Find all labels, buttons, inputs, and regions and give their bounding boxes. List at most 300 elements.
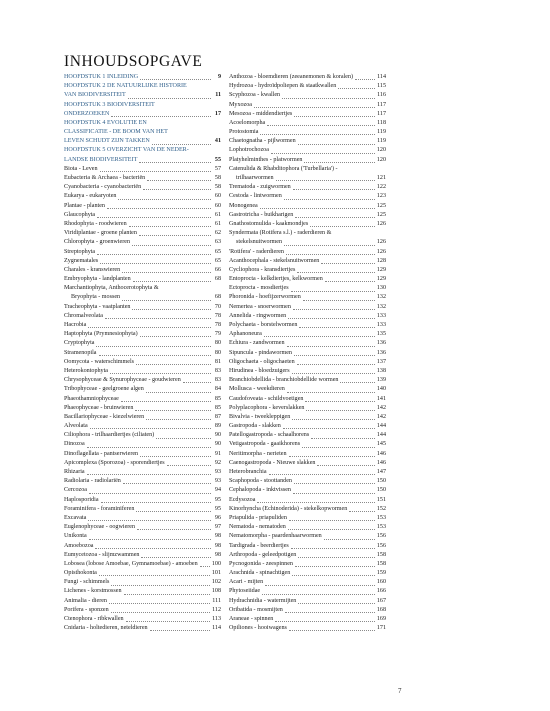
dot-leader: [306, 410, 374, 411]
toc-entry: [229, 238, 386, 247]
dot-leader: [349, 511, 375, 512]
dot-leader: [99, 575, 210, 576]
toc-entry: [229, 229, 386, 238]
toc-entry-label: Branchiobdellida - branchiobdellide wormen: [229, 377, 339, 384]
toc-entry-page: 98: [214, 551, 221, 558]
toc-entry-label: Plantae - planten: [64, 202, 105, 209]
toc-entry-label: Haplosporidia: [64, 496, 99, 503]
toc-entry-label: Lophotrochozoa: [229, 147, 269, 154]
dot-leader: [288, 318, 375, 319]
toc-entry: [64, 624, 221, 633]
dot-leader: [271, 153, 375, 154]
toc-entry-label: Cyanobacteria - cyanobacteriën: [64, 184, 142, 191]
toc-chapter-entry: [64, 101, 221, 110]
toc-entry-page: 120: [376, 147, 386, 154]
toc-entry-page: 123: [376, 193, 386, 200]
dot-leader: [137, 529, 211, 530]
toc-entry-page: 133: [376, 322, 386, 329]
toc-entry: [229, 514, 386, 523]
toc-entry-label: Cephalopoda - inktvissen: [229, 487, 291, 494]
toc-entry-page: 57: [214, 165, 221, 172]
dot-leader: [265, 585, 375, 586]
dot-leader: [97, 254, 211, 255]
toc-entry-page: 65: [214, 257, 221, 264]
dot-leader: [269, 474, 375, 475]
toc-entry-page: 136: [376, 349, 386, 356]
toc-entry: [229, 91, 386, 100]
toc-entry-label: Gastrotricha - buikharigen: [229, 211, 294, 218]
toc-entry-label: HOOFDSTUK 5 OVERZICHT VAN DE NEDER-: [64, 147, 189, 154]
toc-entry-label: Scyphozoa - kwallen: [229, 92, 281, 99]
dot-leader: [167, 465, 211, 466]
toc-entry-label: Chrysophyceae & Synurophyceae - goudwieren: [64, 377, 181, 384]
toc-entry: [229, 275, 386, 284]
dot-leader: [150, 630, 210, 631]
toc-entry: [229, 606, 386, 615]
toc-entry-label: Bryophyta - mossen: [71, 294, 121, 301]
toc-entry-label: Chromalveolata: [64, 312, 103, 319]
dot-leader: [275, 621, 375, 622]
toc-entry-page: 68: [214, 276, 221, 283]
toc-entry-page: 158: [376, 551, 386, 558]
toc-entry: [64, 606, 221, 615]
toc-entry-label: Acanthocephala - stekelsnuitwormen: [229, 257, 320, 264]
toc-entry-label: Arthropoda - geleedpotigen: [229, 551, 297, 558]
toc-entry: [229, 588, 386, 597]
toc-entry-page: 55: [214, 156, 221, 163]
dot-leader: [200, 566, 210, 567]
toc-entry-page: 137: [376, 358, 386, 365]
toc-entry-label: Oligochaeta - oligochaeten: [229, 358, 295, 365]
toc-entry-label: Dinozoa: [64, 441, 85, 448]
dot-leader: [257, 502, 374, 503]
toc-entry: [64, 165, 221, 174]
toc-entry-page: 9: [217, 73, 221, 80]
toc-entry-page: 160: [376, 579, 386, 586]
toc-entry-label: 'Rotifera' - raderdieren: [229, 248, 284, 255]
toc-entry-page: 78: [214, 312, 221, 319]
toc-entry-label: Viridiplantae - groene planten: [64, 230, 137, 237]
toc-entry-label: Marchantiophyta, Anthocerotophyta &: [64, 285, 159, 292]
toc-entry: [229, 505, 386, 514]
dot-leader: [283, 428, 375, 429]
toc-entry-page: 119: [377, 129, 386, 136]
toc-entry-page: 60: [214, 193, 221, 200]
toc-entry: [64, 395, 221, 404]
dot-leader: [140, 456, 211, 457]
toc-entry: [64, 257, 221, 266]
toc-entry-label: Echiura - zandwormen: [229, 340, 285, 347]
toc-entry: [64, 330, 221, 339]
dot-leader: [107, 208, 211, 209]
toc-chapter-entry: [64, 110, 221, 119]
dot-leader: [96, 346, 211, 347]
toc-entry: [229, 321, 386, 330]
toc-entry-page: 130: [376, 285, 386, 292]
toc-entry-label: Opisthokonta: [64, 570, 97, 577]
toc-entry: [229, 468, 386, 477]
toc-entry-page: 153: [376, 524, 386, 531]
toc-entry-page: 122: [376, 184, 386, 191]
dot-leader: [122, 300, 211, 301]
toc-entry: [64, 294, 221, 303]
toc-entry-page: 100: [211, 560, 221, 567]
toc-entry: [64, 468, 221, 477]
toc-entry-label: Scaphopoda - stoottanden: [229, 478, 292, 485]
toc-entry-page: 60: [214, 202, 221, 209]
dot-leader: [90, 428, 211, 429]
toc-entry-label: Lichenes - korstmossen: [64, 588, 122, 595]
toc-entry-page: 156: [376, 533, 386, 540]
toc-entry-label: Dinoflagellata - pantserwieren: [64, 450, 139, 457]
toc-entry-label: Excavata: [64, 514, 87, 521]
toc-entry-page: 114: [377, 73, 386, 80]
toc-entry-page: 81: [214, 358, 221, 365]
dot-leader: [294, 355, 375, 356]
dot-leader: [95, 548, 211, 549]
toc-entry-page: 58: [214, 184, 221, 191]
toc-entry-page: 112: [212, 606, 221, 613]
toc-entry-page: 156: [376, 542, 386, 549]
toc-entry-label: Caenogastropoda - Nieuwe slakken: [229, 459, 316, 466]
toc-entry: [229, 211, 386, 220]
toc-chapter-entry: [64, 91, 221, 100]
dot-leader: [289, 456, 375, 457]
toc-entry: [64, 551, 221, 560]
toc-entry-page: 111: [212, 597, 221, 604]
toc-entry: [64, 349, 221, 358]
toc-entry: [64, 183, 221, 192]
toc-entry-page: 128: [376, 257, 386, 264]
dot-leader: [304, 162, 374, 163]
dot-leader: [88, 327, 211, 328]
toc-chapter-entry: [64, 73, 221, 82]
toc-entry-label: Foraminifera - foraminiferen: [64, 505, 135, 512]
dot-leader: [122, 272, 211, 273]
toc-entry-page: 141: [376, 395, 386, 402]
toc-entry-page: 113: [212, 616, 221, 623]
dot-leader: [123, 483, 211, 484]
toc-entry-page: 116: [377, 92, 386, 99]
toc-entry: [229, 560, 386, 569]
dot-leader: [284, 245, 375, 246]
toc-entry-label: Mesozoa - middendiertjes: [229, 110, 293, 117]
toc-entry-page: 150: [376, 487, 386, 494]
toc-entry-page: 142: [376, 413, 386, 420]
toc-entry: [64, 578, 221, 587]
dot-leader: [260, 208, 375, 209]
toc-entry-label: Hydrachnidia - watermijten: [229, 597, 297, 604]
toc-entry: [229, 174, 386, 183]
toc-entry: [64, 588, 221, 597]
toc-entry: [229, 597, 386, 606]
toc-entry-label: Rhodophyta - roodwieren: [64, 220, 127, 227]
toc-entry: [229, 119, 386, 128]
dot-leader: [121, 401, 211, 402]
toc-entry-page: 63: [214, 239, 221, 246]
toc-entry-label: Kinorhyncha (Echinoderida) - stekelkopwormen: [229, 505, 348, 512]
toc-entry: [229, 128, 386, 137]
toc-entry-page: 95: [214, 505, 221, 512]
toc-entry-page: 153: [376, 514, 386, 521]
dot-leader: [311, 438, 375, 439]
toc-entry-page: 70: [214, 303, 221, 310]
dot-leader: [140, 79, 211, 80]
toc-entry-page: 98: [214, 533, 221, 540]
dot-leader: [297, 272, 375, 273]
toc-entry-page: 90: [214, 432, 221, 439]
toc-entry: [64, 238, 221, 247]
dot-leader: [282, 98, 375, 99]
dot-leader: [293, 493, 375, 494]
toc-entry: [229, 257, 386, 266]
dot-leader: [152, 144, 211, 145]
toc-entry: [229, 183, 386, 192]
toc-entry-label: Acari - mijten: [229, 579, 264, 586]
dot-leader: [89, 493, 211, 494]
toc-entry: [229, 578, 386, 587]
toc-entry: [64, 312, 221, 321]
toc-entry-page: 78: [214, 322, 221, 329]
toc-entry-page: 90: [214, 441, 221, 448]
toc-entry: [229, 477, 386, 486]
toc-entry-page: 126: [376, 220, 386, 227]
toc-entry-page: 89: [214, 423, 221, 430]
toc-entry-label: Biota - Leven: [64, 165, 98, 172]
dot-leader: [136, 364, 211, 365]
toc-entry-label: Opiliones - hooiwagens: [229, 625, 287, 632]
toc-entry-label: Haptophyta (Prymnesiophyta): [64, 331, 138, 338]
dot-leader: [286, 254, 375, 255]
dot-leader: [118, 199, 211, 200]
dot-leader: [109, 603, 210, 604]
toc-entry: [229, 569, 386, 578]
dot-leader: [295, 566, 375, 567]
page-title: INHOUDSOPGAVE: [64, 53, 203, 70]
toc-entry: [229, 542, 386, 551]
dot-leader: [183, 382, 211, 383]
toc-chapter-entry: [64, 147, 221, 156]
toc-entry-page: 150: [376, 478, 386, 485]
dot-leader: [293, 309, 375, 310]
toc-entry-page: 83: [214, 377, 221, 384]
toc-entry-label: Bacillariophyceae - kiezelwieren: [64, 413, 145, 420]
toc-entry-page: 68: [214, 294, 221, 301]
toc-entry-label: Alveolata: [64, 423, 88, 430]
toc-entry-label: Tardigrada - beerdiertjes: [229, 542, 289, 549]
dot-leader: [89, 539, 211, 540]
toc-entry: [64, 367, 221, 376]
dot-leader: [289, 630, 375, 631]
toc-entry-page: 84: [214, 386, 221, 393]
toc-entry: [229, 395, 386, 404]
toc-entry-label: Hacrobia: [64, 322, 87, 329]
dot-leader: [291, 291, 375, 292]
toc-entry-page: 144: [376, 423, 386, 430]
toc-entry: [64, 266, 221, 275]
toc-entry-page: 80: [214, 349, 221, 356]
toc-entry-label: Animalia - dieren: [64, 597, 107, 604]
toc-entry-label: LEVEN SCHUDT ZIJN TAKKEN: [64, 138, 150, 145]
toc-entry-label: Pycnogonida - zeespinnen: [229, 560, 293, 567]
dot-leader: [276, 180, 375, 181]
toc-entry: [64, 321, 221, 330]
toc-entry-label: Oribatida - mosmijten: [229, 606, 283, 613]
dot-leader: [88, 520, 211, 521]
toc-chapter-entry: [64, 82, 221, 91]
toc-entry-label: Heterobranchia: [229, 469, 267, 476]
toc-entry-label: trilhaarwormen: [236, 175, 274, 182]
toc-entry-page: 119: [377, 138, 386, 145]
dot-leader: [139, 235, 211, 236]
toc-entry-label: Lobosea (lobose Amoebae, Gymnamoebae) - amoeben: [64, 560, 198, 567]
toc-entry-label: Anthozoa - bloemdieren (zeeanemonen & koralen): [229, 73, 354, 80]
toc-entry-page: 171: [376, 625, 386, 632]
toc-entry-label: CLASSIFICATIE - DE BOOM VAN HET: [64, 129, 168, 136]
toc-entry-page: 166: [376, 588, 386, 595]
toc-entry-page: 159: [376, 570, 386, 577]
toc-entry-page: 41: [214, 138, 221, 145]
toc-entry-label: Cestoda - lintwormen: [229, 193, 282, 200]
toc-entry-label: Priapulida - priapuliden: [229, 514, 287, 521]
toc-entry-label: Mollusca - weekdieren: [229, 386, 285, 393]
toc-entry-label: Fungi - schimmels: [64, 579, 110, 586]
toc-entry: [64, 542, 221, 551]
toc-entry: [64, 514, 221, 523]
toc-entry-page: 98: [214, 542, 221, 549]
toc-entry-page: 168: [376, 606, 386, 613]
dot-leader: [298, 603, 375, 604]
toc-entry-label: Tribophyceae - geelgroene algen: [64, 386, 144, 393]
toc-entry-label: Phaeophyceae - bruinwieren: [64, 404, 134, 411]
toc-entry-label: Sipuncula - pindawormen: [229, 349, 292, 356]
toc-entry-page: 158: [376, 560, 386, 567]
toc-entry-page: 167: [376, 597, 386, 604]
dot-leader: [289, 520, 375, 521]
toc-entry: [229, 165, 386, 174]
toc-entry: [229, 358, 386, 367]
dot-leader: [299, 327, 374, 328]
toc-entry-label: Apicomplexa (Sporozoa) - sporendiertjes: [64, 459, 165, 466]
toc-entry-page: 94: [214, 487, 221, 494]
toc-entry: [64, 486, 221, 495]
toc-entry-label: Cycliophora - kransdiertjes: [229, 266, 296, 273]
dot-leader: [292, 419, 375, 420]
toc-entry-page: 114: [212, 625, 221, 632]
toc-entry-page: 140: [376, 386, 386, 393]
dot-leader: [298, 144, 375, 145]
dot-leader: [321, 263, 375, 264]
dot-leader: [254, 107, 375, 108]
toc-entry-label: Bivalvia - tweekleppigen: [229, 413, 291, 420]
dot-leader: [139, 162, 211, 163]
toc-entry: [64, 450, 221, 459]
toc-entry: [229, 376, 386, 385]
toc-entry-label: ONDERZOEKEN: [64, 110, 110, 117]
dot-leader: [140, 336, 211, 337]
dot-leader: [324, 539, 375, 540]
toc-entry-page: 117: [377, 110, 386, 117]
toc-entry-label: Streptophyta: [64, 248, 96, 255]
toc-entry-label: Annelida - ringwormen: [229, 312, 287, 319]
toc-entry-page: 85: [214, 395, 221, 402]
toc-entry-page: 115: [377, 83, 386, 90]
toc-entry-page: 102: [211, 579, 221, 586]
toc-entry-label: Patellogastropoda - schaalhorens: [229, 432, 310, 439]
toc-entry-page: 97: [214, 524, 221, 531]
toc-entry: [64, 441, 221, 450]
toc-entry-page: 80: [214, 340, 221, 347]
toc-entry-page: 117: [377, 101, 386, 108]
toc-entry: [229, 192, 386, 201]
toc-entry: [229, 137, 386, 146]
toc-entry-label: Unikonta: [64, 533, 87, 540]
dot-leader: [132, 245, 211, 246]
toc-entry: [229, 156, 386, 165]
toc-entry-page: 79: [214, 331, 221, 338]
toc-entry: [229, 73, 386, 82]
toc-entry-page: 142: [376, 404, 386, 411]
toc-entry-page: 93: [214, 469, 221, 476]
toc-entry-label: Chaetognatha - pijlwormen: [229, 138, 296, 145]
toc-entry-label: Caudofoveata - schildvoetigen: [229, 395, 304, 402]
dot-leader: [294, 116, 375, 117]
toc-entry-label: Syndermata (Rotifera s.l.) - raderdieren &: [229, 230, 332, 237]
toc-entry-label: Phytoseiidae: [229, 588, 261, 595]
toc-entry-page: 146: [376, 459, 386, 466]
toc-entry: [64, 229, 221, 238]
toc-entry: [229, 220, 386, 229]
toc-entry-label: Catenulida & Rhabditophora ('Turbellaria') -: [229, 165, 338, 172]
toc-entry: [64, 569, 221, 578]
toc-entry-page: 132: [376, 303, 386, 310]
toc-entry-label: Gastropoda - slakken: [229, 423, 281, 430]
dot-leader: [302, 447, 375, 448]
toc-entry-page: 61: [214, 211, 221, 218]
toc-entry-label: Chlorophyta - groenwieren: [64, 239, 130, 246]
toc-entry: [64, 477, 221, 486]
toc-entry: [64, 523, 221, 532]
dot-leader: [355, 79, 375, 80]
dot-leader: [340, 382, 374, 383]
toc-entry-label: Nematomorpha - paardenhaarwormen: [229, 533, 322, 540]
toc-entry-page: 93: [214, 478, 221, 485]
toc-entry-page: 61: [214, 220, 221, 227]
toc-entry: [64, 413, 221, 422]
dot-leader: [264, 336, 375, 337]
toc-entry-page: 138: [376, 367, 386, 374]
toc-entry-page: 66: [214, 266, 221, 273]
toc-entry: [64, 303, 221, 312]
toc-chapter-entry: [64, 128, 221, 137]
toc-entry-label: Amoebozoa: [64, 542, 94, 549]
dot-leader: [132, 309, 211, 310]
toc-entry: [229, 459, 386, 468]
toc-entry: [64, 505, 221, 514]
toc-entry: [64, 202, 221, 211]
toc-entry-page: 17: [214, 110, 221, 117]
toc-entry: [229, 82, 386, 91]
dot-leader: [105, 318, 211, 319]
toc-entry-label: Ectoprocta - mosdiertjes: [229, 285, 289, 292]
toc-entry: [64, 358, 221, 367]
toc-entry-label: Polychaeta - borstelwormen: [229, 322, 298, 329]
toc-entry: [64, 174, 221, 183]
dot-leader: [262, 594, 375, 595]
dot-leader: [100, 171, 211, 172]
toc-entry-page: 135: [376, 331, 386, 338]
dot-leader: [111, 612, 210, 613]
